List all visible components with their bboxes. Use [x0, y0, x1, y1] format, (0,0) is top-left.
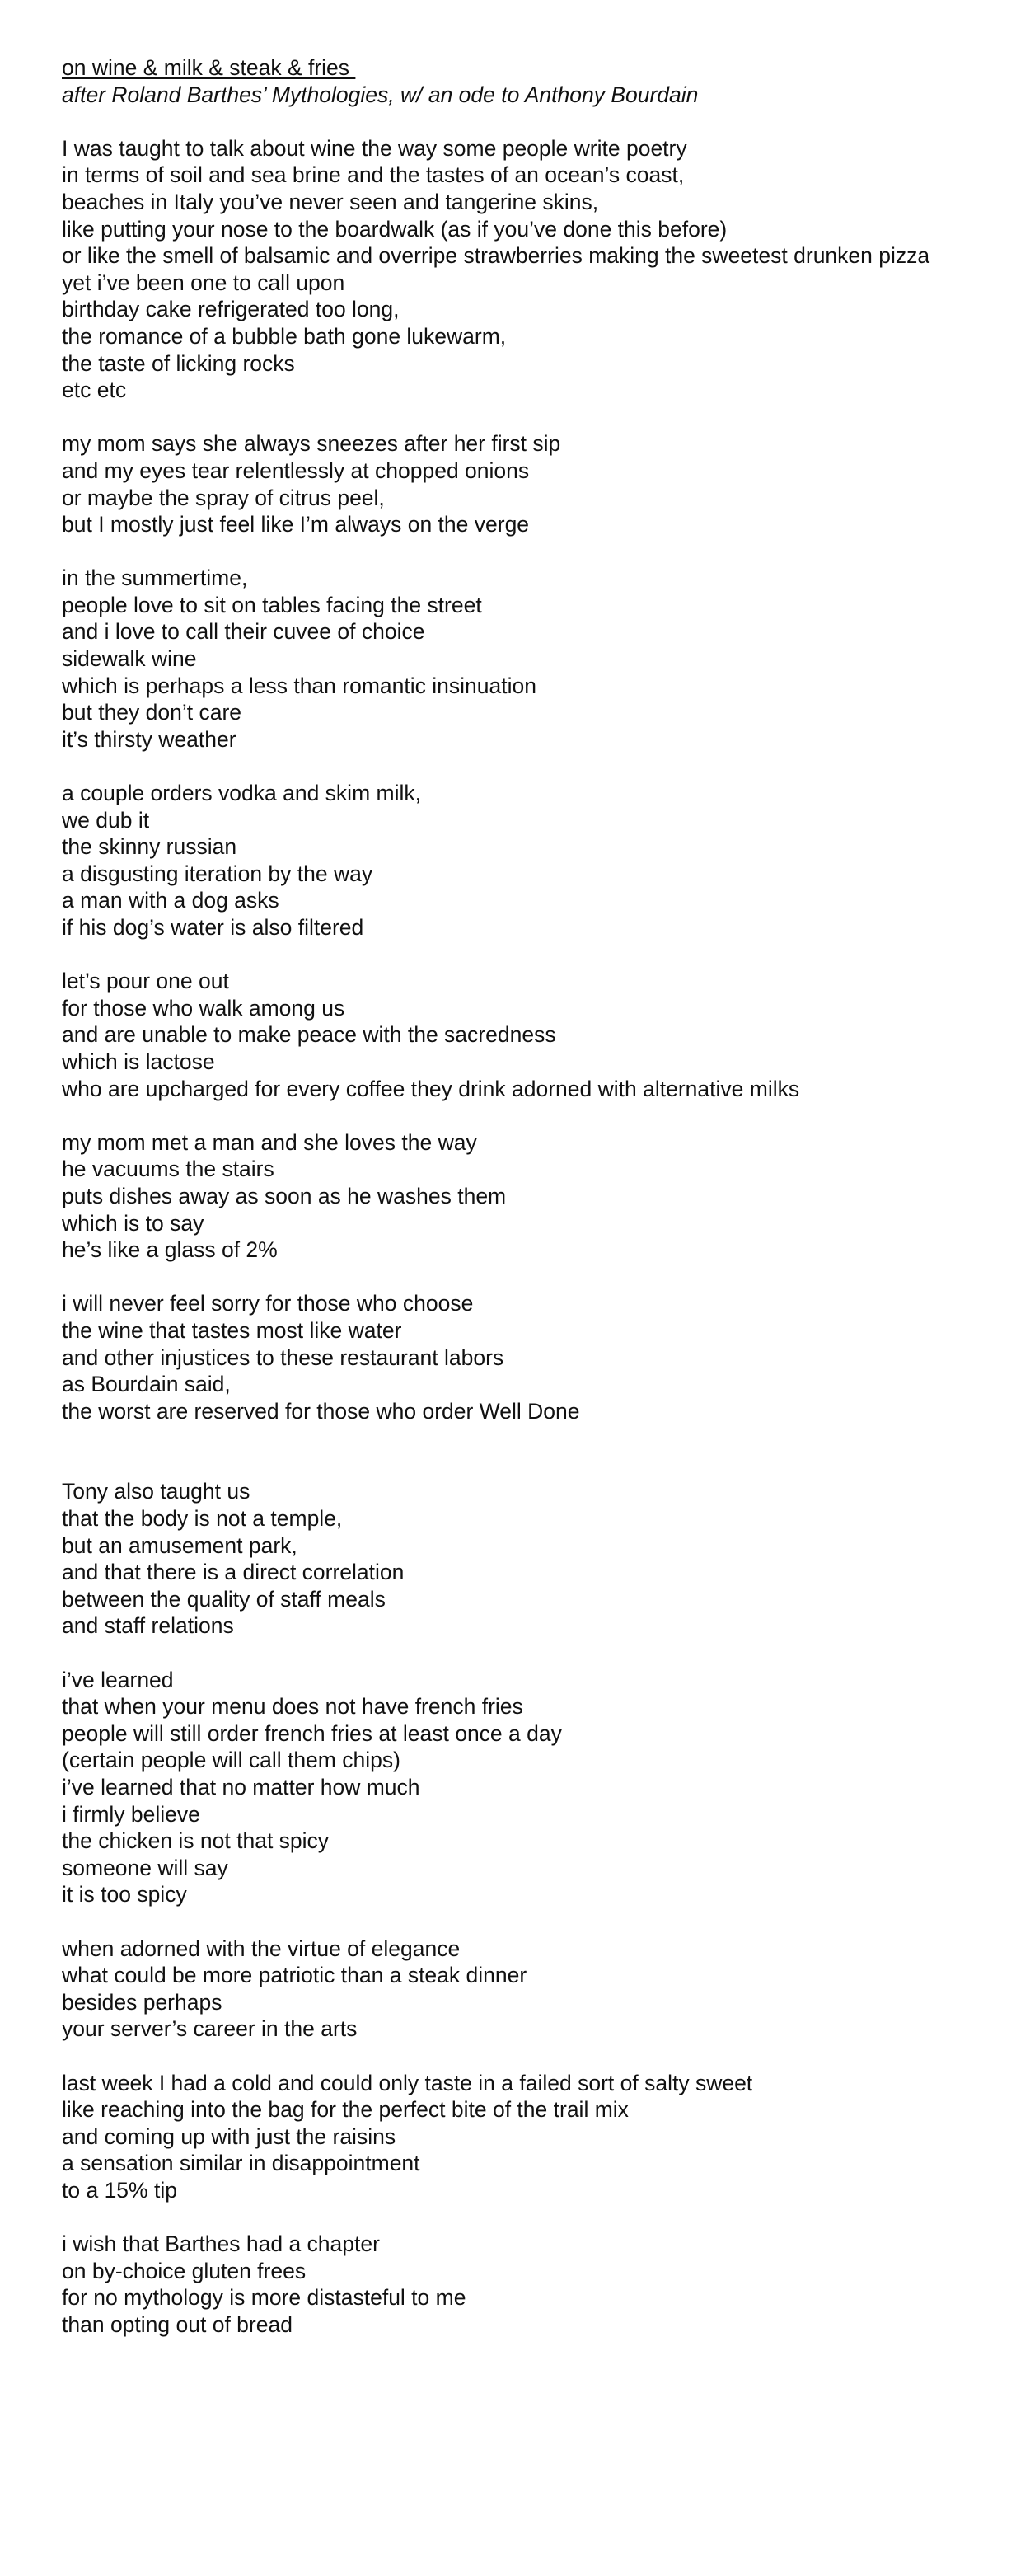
poem-line: the chicken is not that spicy: [62, 1828, 330, 1854]
poem-line: and other injustices to these restaurant labors: [62, 1344, 504, 1370]
poem-line: i firmly believe: [62, 1801, 200, 1827]
poem-line: but they don’t care: [62, 700, 242, 725]
poem-line: someone will say: [62, 1855, 228, 1880]
poem-line: when adorned with the virtue of elegance: [62, 1936, 461, 1961]
stanza: [62, 430, 1018, 537]
stanza: [62, 968, 1018, 1102]
poem-line: what could be more patriotic than a steak dinner: [62, 1963, 527, 1988]
poem-line: but an amusement park,: [62, 1532, 297, 1558]
poem-line: beaches in Italy you’ve never seen and tangerine skins,: [62, 189, 599, 214]
poem-line: it is too spicy: [62, 1882, 187, 1907]
poem-line: the romance of a bubble bath gone lukewarm,: [62, 323, 507, 349]
poem-document: [62, 54, 1018, 2365]
poem-line: my mom met a man and she loves the way: [62, 1129, 477, 1155]
poem-line: than opting out of bread: [62, 2311, 293, 2337]
poem-line: which is to say: [62, 1210, 204, 1236]
poem-line: the skinny russian: [62, 834, 237, 860]
poem-line: on by-choice gluten frees: [62, 2258, 307, 2283]
poem-line: if his dog’s water is also filtered: [62, 915, 364, 940]
poem-line: i will never feel sorry for those who choose: [62, 1291, 474, 1316]
poem-line: like putting your nose to the boardwalk (as if you’ve done this before): [62, 216, 728, 242]
poem-line: Tony also taught us: [62, 1479, 250, 1504]
stanza: [62, 2070, 1018, 2204]
poem-line: etc etc: [62, 378, 127, 403]
poem-line: and staff relations: [62, 1613, 234, 1639]
header-spacer: [62, 108, 1018, 135]
poem-line: and are unable to make peace with the sacredness: [62, 1022, 556, 1048]
poem-line: people will still order french fries at least once a day: [62, 1720, 562, 1746]
poem-line: which is perhaps a less than romantic insinuation: [62, 673, 536, 698]
poem-line: people love to sit on tables facing the street: [62, 592, 482, 617]
poem-line: a couple orders vodka and skim milk,: [62, 781, 421, 806]
poem-line: who are upcharged for every coffee they drink adorned with alternative milks: [62, 1076, 800, 1101]
stanza: [62, 1936, 1018, 2043]
poem-line: yet i’ve been one to call upon: [62, 270, 345, 295]
poem-line: my mom says she always sneezes after her first sip: [62, 431, 561, 457]
poem-line: and my eyes tear relentlessly at chopped onions: [62, 457, 530, 483]
poem-line: birthday cake refrigerated too long,: [62, 297, 400, 322]
poem-line: a disgusting iteration by the way: [62, 861, 373, 886]
poem-line: let’s pour one out: [62, 969, 229, 994]
poem-line: and that there is a direct correlation: [62, 1560, 405, 1585]
stanza: [62, 135, 1018, 404]
poem-line: puts dishes away as soon as he washes them: [62, 1183, 507, 1208]
poem-line: a sensation similar in disappointment: [62, 2151, 420, 2176]
poem-line: and coming up with just the raisins: [62, 2123, 396, 2149]
stanza: [62, 1478, 1018, 1640]
poem-line: and i love to call their cuvee of choice: [62, 619, 425, 645]
poem-line: he vacuums the stairs: [62, 1157, 274, 1182]
stanza: [62, 1129, 1018, 1264]
poem-body: [62, 135, 1018, 2339]
poem-line: as Bourdain said,: [62, 1372, 231, 1397]
poem-line: last week I had a cold and could only taste in a failed sort of salty sweet: [62, 2070, 753, 2095]
poem-line: in terms of soil and sea brine and the tastes of an ocean’s coast,: [62, 162, 685, 188]
poem-line: for no mythology is more distasteful to me: [62, 2285, 466, 2311]
poem-line: sidewalk wine: [62, 646, 197, 672]
stanza: [62, 1667, 1018, 1908]
poem-line: (certain people will call them chips): [62, 1748, 400, 1773]
poem-line: in the summertime,: [62, 565, 248, 591]
poem-line: the taste of licking rocks: [62, 350, 295, 376]
poem-title: on wine & milk & steak & fries: [62, 55, 356, 80]
stanza: [62, 2231, 1018, 2338]
poem-line: that the body is not a temple,: [62, 1506, 343, 1532]
poem-line: the worst are reserved for those who order Well Done: [62, 1398, 580, 1424]
poem-line: i wish that Barthes had a chapter: [62, 2231, 380, 2257]
stanza: [62, 1290, 1018, 1424]
poem-line: a man with a dog asks: [62, 888, 279, 913]
poem-line: your server’s career in the arts: [62, 2016, 358, 2042]
poem-line: or maybe the spray of citrus peel,: [62, 485, 385, 510]
poem-line: i’ve learned: [62, 1667, 174, 1692]
poem-line: which is lactose: [62, 1049, 215, 1074]
poem-line: to a 15% tip: [62, 2177, 177, 2203]
stanza: [62, 780, 1018, 941]
poem-line: the wine that tastes most like water: [62, 1317, 402, 1343]
poem-line: like reaching into the bag for the perfect bite of the trail mix: [62, 2097, 629, 2123]
poem-line: I was taught to talk about wine the way some people write poetry: [62, 135, 687, 161]
poem-subtitle: after Roland Barthes’ Mythologies, w/ an ode to Anthony Bourdain: [62, 82, 699, 107]
poem-line: between the quality of staff meals: [62, 1586, 386, 1612]
poem-line: he’s like a glass of 2%: [62, 1237, 278, 1263]
poem-line: i’ve learned that no matter how much: [62, 1775, 420, 1799]
poem-line: besides perhaps: [62, 1989, 222, 2015]
poem-line: it’s thirsty weather: [62, 726, 236, 752]
poem-line: or like the smell of balsamic and overripe strawberries making the sweetest drunken pizza: [62, 243, 930, 269]
poem-line: that when your menu does not have french fries: [62, 1694, 523, 1720]
stanza: [62, 565, 1018, 753]
poem-line: we dub it: [62, 807, 150, 833]
poem-line: but I mostly just feel like I’m always on the verge: [62, 512, 530, 537]
poem-line: for those who walk among us: [62, 995, 345, 1021]
